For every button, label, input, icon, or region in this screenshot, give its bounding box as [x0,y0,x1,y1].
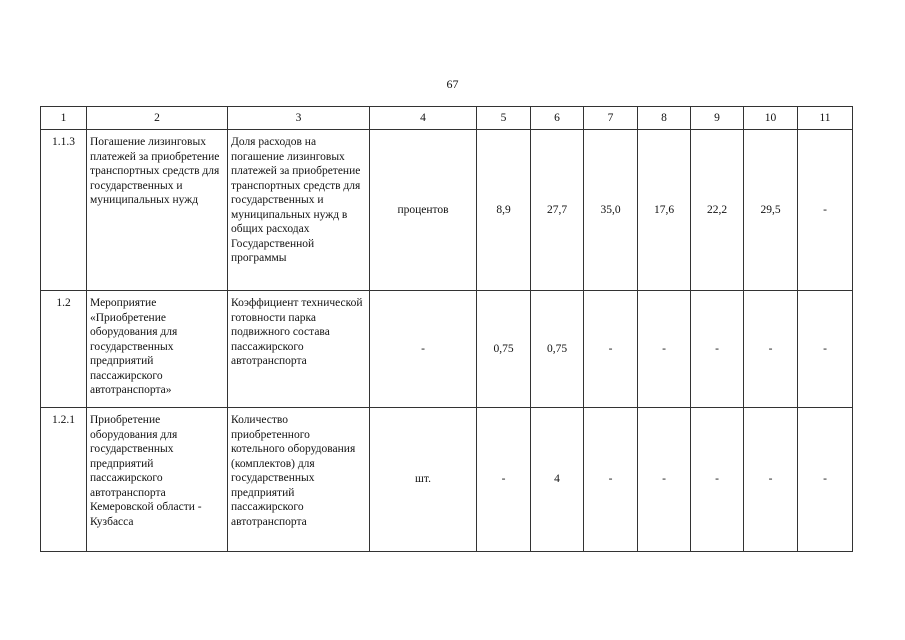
row-indicator: Коэффициент технической готовности парка подвижного состава пассажирского автотранспорта [228,291,370,408]
row-value: - [798,291,853,408]
column-header: 7 [584,107,638,130]
row-value: - [798,408,853,552]
row-value: - [584,408,638,552]
column-header: 4 [370,107,477,130]
row-value: 29,5 [744,130,798,291]
table-row [41,130,853,291]
column-header: 1 [41,107,87,130]
row-indicator: Количество приобретенного котельного оборудования (комплектов) для государственных предприятий пассажирского автотранспорта [228,408,370,552]
row-name: Приобретение оборудования для государственных предприятий пассажирского автотранспорта Кемеровской области - Кузбасса [87,408,228,552]
row-value: 8,9 [477,130,531,291]
column-header: 2 [87,107,228,130]
column-header: 11 [798,107,853,130]
table-row [41,408,853,552]
header-row [41,107,853,130]
column-header: 6 [531,107,584,130]
row-code: 1.1.3 [41,130,87,291]
column-header: 9 [691,107,744,130]
column-header: 8 [638,107,691,130]
row-value: - [477,408,531,552]
row-value: - [691,291,744,408]
row-code: 1.2.1 [41,408,87,552]
row-unit: процентов [370,130,477,291]
table-row [41,291,853,408]
row-value: 22,2 [691,130,744,291]
indicators-table [40,106,853,552]
row-value: - [744,291,798,408]
row-value: - [584,291,638,408]
row-unit: шт. [370,408,477,552]
row-value: 35,0 [584,130,638,291]
row-value: - [691,408,744,552]
row-name: Мероприятие «Приобретение оборудования для государственных предприятий пассажирского автотранспорта» [87,291,228,408]
row-name: Погашение лизинговых платежей за приобретение транспортных средств для государственных и муниципальных нужд [87,130,228,291]
row-indicator: Доля расходов на погашение лизинговых платежей за приобретение транспортных средств для государственных и муниципальных нужд в общих расходах Государственной программы [228,130,370,291]
page-number: 67 [446,77,459,91]
row-value: - [638,408,691,552]
row-value: 17,6 [638,130,691,291]
row-value: 27,7 [531,130,584,291]
column-header: 3 [228,107,370,130]
column-header: 5 [477,107,531,130]
row-value: 0,75 [477,291,531,408]
row-value: 0,75 [531,291,584,408]
row-value: - [798,130,853,291]
row-value: - [744,408,798,552]
row-code: 1.2 [41,291,87,408]
row-unit: - [370,291,477,408]
row-value: - [638,291,691,408]
column-header: 10 [744,107,798,130]
row-value: 4 [531,408,584,552]
